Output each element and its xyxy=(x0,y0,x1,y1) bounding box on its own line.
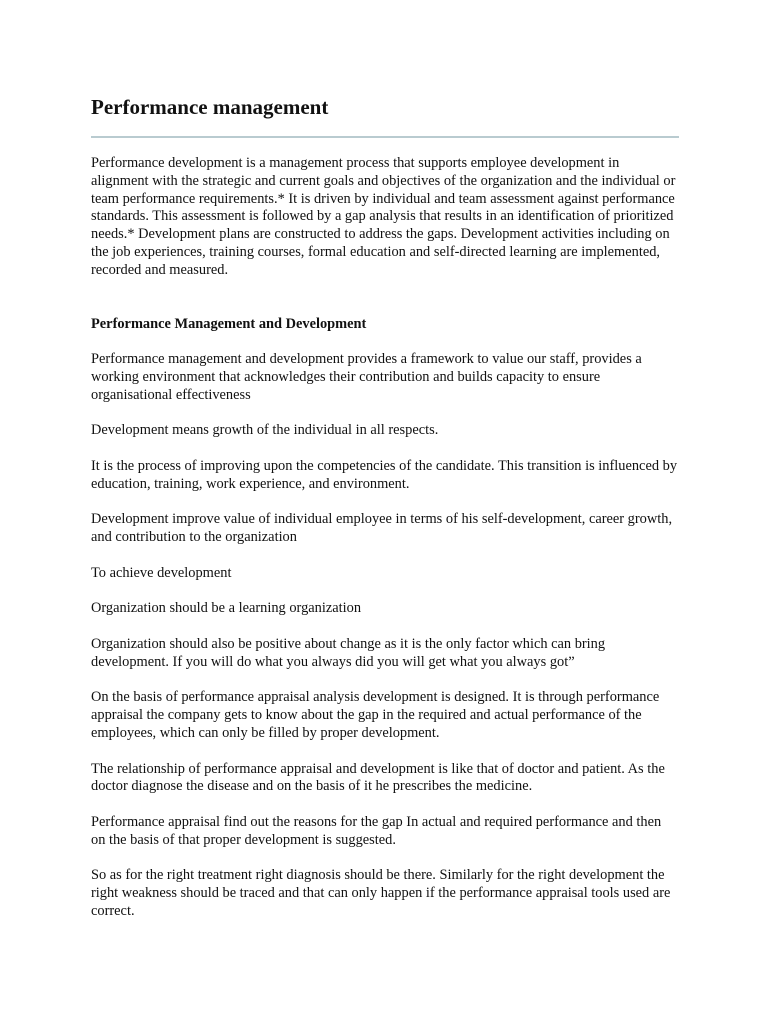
title-divider xyxy=(91,136,679,138)
body-paragraph: To achieve development xyxy=(91,564,232,581)
body-paragraph: Development means growth of the individual in all respects. xyxy=(91,422,439,439)
body-paragraph: On the basis of performance appraisal analysis development is designed. It is through performance appraisal the company gets to know about the gap in the required and actual performance of the employees, which can only be filled by proper development. xyxy=(91,689,660,741)
document-body xyxy=(91,155,679,938)
page-title: Performance management xyxy=(91,95,329,119)
body-paragraph: So as for the right treatment right diagnosis should be there. Similarly for the right development the right weakness should be traced and that can only happen if the performance appraisal tools used are correct. xyxy=(91,867,671,919)
body-paragraph: Development improve value of individual employee in terms of his self-development, career growth, and contribution to the organization xyxy=(91,511,673,546)
body-paragraph: Performance appraisal find out the reasons for the gap In actual and required performance and then on the basis of that proper development is suggested. xyxy=(91,813,662,848)
intro-paragraph: Performance development is a management process that supports employee development in alignment with the strategic and current goals and objectives of the organization and the individual or team performance requirements.* It is driven by individual and team assessment against performance standards. This assessment is followed by a gap analysis that results in an identification of prioritized needs.* Development plans are constructed to address the gaps. Development activities including on the job experiences, training courses, formal education and self-directed learning are implemented, recorded and measured. xyxy=(91,155,676,278)
body-paragraph: Organization should also be positive about change as it is the only factor which can bring development. If you will do what you always did you will get what you always got” xyxy=(91,635,606,670)
body-paragraph: The relationship of performance appraisal and development is like that of doctor and patient. As the doctor diagnose the disease and on the basis of it he prescribes the medicine. xyxy=(91,760,665,795)
body-paragraph: Organization should be a learning organization xyxy=(91,600,362,617)
body-paragraph: Performance management and development provides a framework to value our staff, provides a working environment that acknowledges their contribution and builds capacity to ensure organisational effectiveness xyxy=(91,351,642,403)
section-heading: Performance Management and Development xyxy=(91,315,367,332)
body-paragraph: It is the process of improving upon the competencies of the candidate. This transition is influenced by education, training, work experience, and environment. xyxy=(91,457,678,492)
